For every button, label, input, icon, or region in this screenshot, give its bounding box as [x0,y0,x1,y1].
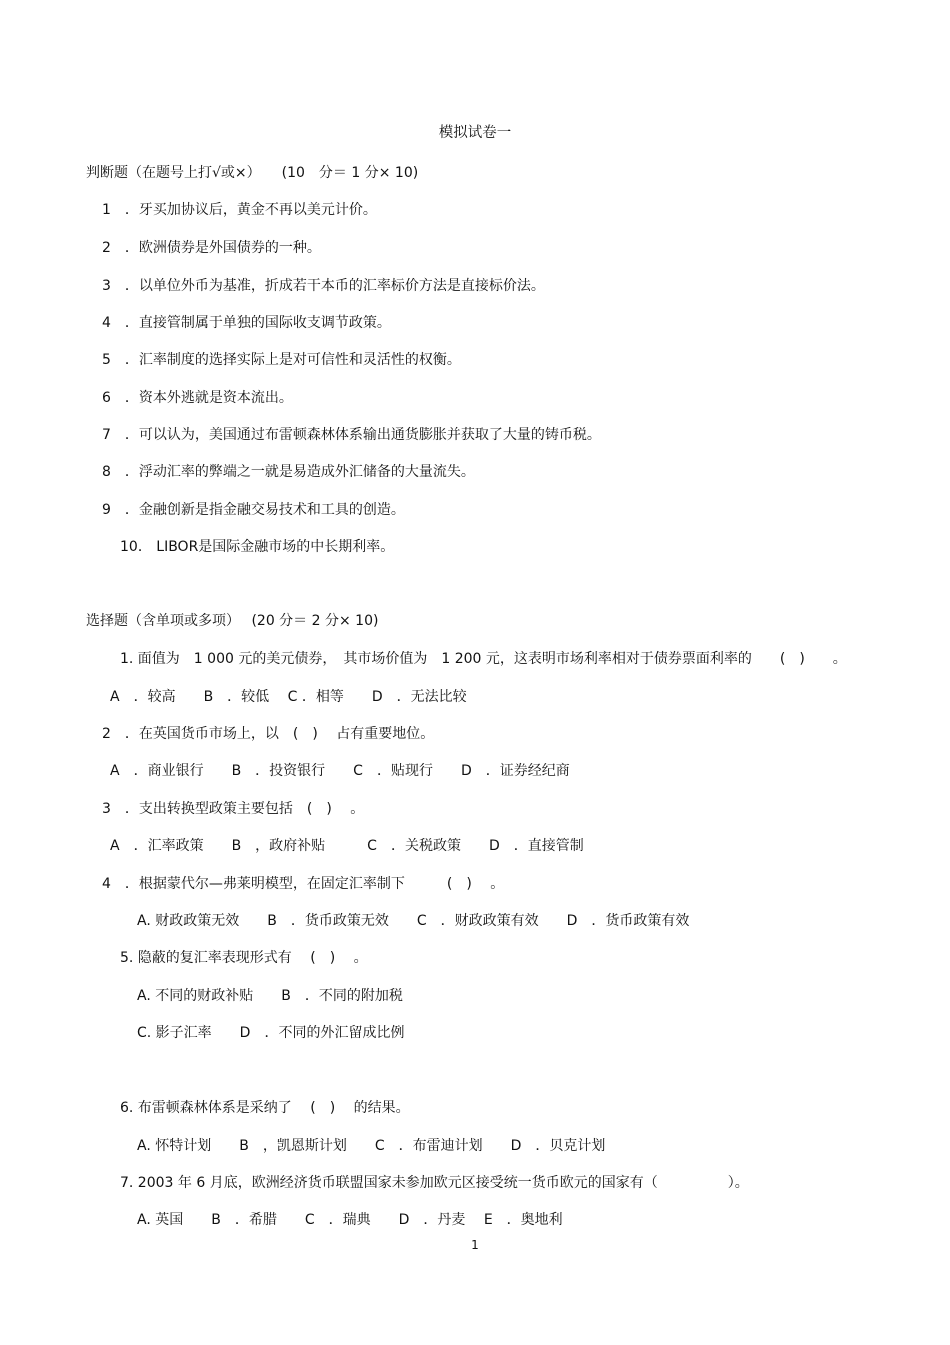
mc-question-4-options: A. 财政政策无效 B ．货币政策无效 C ．财政政策有效 D ．货币政策有效 [137,913,690,929]
mc-question-3-options: A ．汇率政策 B ，政府补贴 C ．关税政策 D ．直接管制 [110,838,584,854]
tf-question-6: 6 ．资本外逃就是资本流出。 [102,390,293,406]
tf-question-3: 3 ．以单位外币为基准，折成若干本币的汇率标价方法是直接标价法。 [102,278,545,294]
mc-question-5-options-c-d: C. 影子汇率 D ．不同的外汇留成比例 [137,1025,405,1041]
mc-question-5: 5. 隐蔽的复汇率表现形式有 ( ) 。 [120,950,368,966]
mc-question-2-options: A ．商业银行 B ．投资银行 C ．贴现行 D ．证券经纪商 [110,763,570,779]
tf-question-5: 5 ．汇率制度的选择实际上是对可信性和灵活性的权衡。 [102,352,461,368]
tf-question-10: 10． LIBOR是国际金融市场的中长期利率。 [120,539,395,555]
page-title: 模拟试卷一 [438,125,512,141]
mc-question-5-options-a-b: A. 不同的财政补贴 B ．不同的附加税 [137,988,403,1004]
mc-question-4: 4 ．根据蒙代尔—弗莱明模型，在固定汇率制下 ( ) 。 [102,876,505,892]
tf-question-9: 9 ．金融创新是指金融交易技术和工具的创造。 [102,502,405,518]
tf-question-1: 1 ．牙买加协议后，黄金不再以美元计价。 [102,202,377,218]
page-number: 1 [471,1238,479,1252]
mc-question-7-options: A. 英国 B ．希腊 C ．瑞典 D ．丹麦 E ．奥地利 [137,1212,563,1228]
tf-question-4: 4 ．直接管制属于单独的国际收支调节政策。 [102,315,391,331]
mc-question-6-options: A. 怀特计划 B ，凯恩斯计划 C ．布雷迪计划 D ．贝克计划 [137,1138,606,1154]
mc-question-2: 2 ．在英国货币市场上，以 ( ) 占有重要地位。 [102,726,435,742]
mc-question-6: 6. 布雷顿森林体系是采纳了 ( ) 的结果。 [120,1100,410,1116]
tf-heading: 判断题（在题号上打√或×） (10 分＝ 1 分× 10) [86,165,419,181]
tf-question-8: 8 ．浮动汇率的弊端之一就是易造成外汇储备的大量流失。 [102,464,475,480]
mc-question-7: 7. 2003 年 6 月底，欧洲经济货币联盟国家未参加欧元区接受统一货币欧元的国家有（ ）。 [120,1175,749,1191]
tf-question-2: 2 ．欧洲债券是外国债券的一种。 [102,240,321,256]
mc-heading: 选择题（含单项或多项） (20 分＝ 2 分× 10) [86,613,379,629]
mc-question-3: 3 ．支出转换型政策主要包括 ( ) 。 [102,801,365,817]
tf-question-7: 7 ．可以认为，美国通过布雷顿森林体系输出通货膨胀并获取了大量的铸币税。 [102,427,601,443]
mc-question-1-options: A ．较高 B ．较低 C ．相等 D ．无法比较 [110,689,467,705]
mc-question-1: 1. 面值为 1 000 元的美元债券， 其市场价值为 1 200 元，这表明市场利率相对于债券票面利率的 ( ) 。 [120,651,847,667]
